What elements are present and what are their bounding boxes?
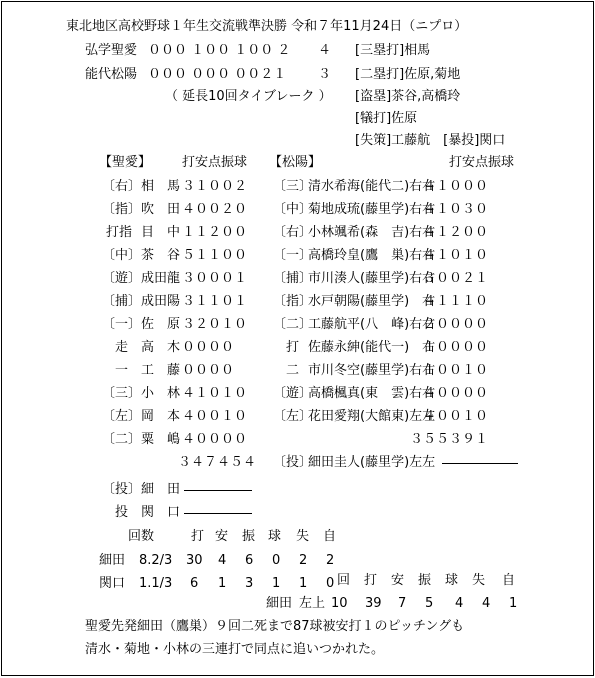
- footnote-line: 清水・菊地・小林の三連打で同点に追いつかれた。: [85, 642, 385, 657]
- pitching-value: 4: [218, 553, 227, 568]
- seiai-stats: ３０００１: [182, 271, 248, 286]
- seiai-pos: 〔遊〕: [102, 271, 142, 286]
- box-score-document: [1, 1, 594, 676]
- pitching-header: 自: [502, 573, 516, 588]
- seiai-header: 【聖愛】: [99, 155, 152, 170]
- shoyo-pos: 〔遊〕: [273, 386, 313, 401]
- team1-innings: ０００ １００ １００ ２: [148, 43, 291, 58]
- seiai-pos: 〔一〕: [102, 317, 142, 332]
- team1-name: 弘学聖愛: [85, 43, 138, 58]
- pitching-value: 5: [425, 596, 434, 611]
- shoyo-pos: 〔二〕: [273, 317, 313, 332]
- pitching-header: 打: [364, 573, 378, 588]
- seiai-pitcher-name: 細 田: [141, 482, 181, 497]
- summary-line: [犠打]佐原: [355, 111, 418, 126]
- seiai-player: 成田陽: [141, 294, 181, 309]
- pitching-value: 7: [398, 596, 407, 611]
- pitcher-line: [442, 463, 518, 464]
- pitching-header: 安: [391, 573, 405, 588]
- pitching-header: 振: [418, 573, 432, 588]
- shoyo-stats: ４１０００: [423, 179, 489, 194]
- pitching-value: 3: [245, 576, 254, 591]
- shoyo-pos: 〔指〕: [273, 294, 313, 309]
- pitching-value: 6: [190, 576, 199, 591]
- seiai-stats: ４１０１０: [182, 386, 248, 401]
- shoyo-stats: １００１０: [423, 363, 489, 378]
- pitching-value: 0: [272, 553, 281, 568]
- team1-total: ４: [318, 43, 332, 58]
- seiai-pos: 〔三〕: [102, 386, 142, 401]
- pitching-value: 1: [272, 576, 281, 591]
- document-title: 東北地区高校野球１年生交流戦準決勝 令和７年11月24日（ニプロ）: [66, 19, 468, 34]
- pitching-value: 8.2/3: [139, 553, 173, 568]
- shoyo-stats: １００００: [423, 340, 489, 355]
- pitching-value: 1: [509, 596, 518, 611]
- seiai-player: 工 藤: [141, 363, 181, 378]
- summary-line: [盗塁]茶谷,高橋玲: [355, 89, 461, 104]
- shoyo-stats: ４００００: [423, 386, 489, 401]
- team2-name: 能代松陽: [85, 67, 138, 82]
- seiai-pos: 走: [115, 340, 129, 355]
- shoyo-player: 小林颯希(森 吉)右右: [308, 225, 436, 240]
- seiai-stats: ４００００: [182, 432, 248, 447]
- pitching-name: 細田: [99, 553, 126, 568]
- seiai-stats: ３１１０１: [182, 294, 248, 309]
- shoyo-stats: ４１２００: [423, 225, 489, 240]
- summary-line: [失策]工藤航 [暴投]関口: [355, 133, 506, 148]
- shoyo-player: 佐藤永紳(能代一) 右: [308, 340, 436, 355]
- shoyo-player: 高橋玲皇(鷹 巣)右右: [308, 248, 436, 263]
- seiai-pos: 〔中〕: [102, 248, 142, 263]
- shoyo-pitcher-pos: 〔投〕: [273, 455, 313, 470]
- shoyo-stat-header: 打安点振球: [449, 155, 515, 170]
- seiai-player: 吹 田: [141, 202, 181, 217]
- seiai-stats: ４００１０: [182, 409, 248, 424]
- pitching-value: 6: [245, 553, 254, 568]
- pitching-header: 回: [337, 573, 351, 588]
- seiai-pos: 〔捕〕: [102, 294, 142, 309]
- pitching-value: 30: [186, 553, 203, 568]
- scoreboard-note: （ 延長10回タイブレーク ）: [165, 89, 332, 104]
- seiai-player: 目 中: [141, 225, 181, 240]
- pitching-value: 1.1/3: [139, 576, 173, 591]
- shoyo-pos: 二: [286, 363, 300, 378]
- pitching-value: 4: [482, 596, 491, 611]
- shoyo-player: 花田愛翔(大館東)左左: [308, 409, 436, 424]
- seiai-stats: ００００: [182, 340, 235, 355]
- pitching-header: 回数: [128, 529, 155, 544]
- pitching-value: 0: [326, 576, 335, 591]
- shoyo-player: 高橋楓真(東 雲)右右: [308, 386, 436, 401]
- seiai-player: 小 林: [141, 386, 181, 401]
- footnote-line: 聖愛先発細田（鷹巣）９回二死まで87球被安打１のピッチングも: [85, 619, 465, 634]
- summary-line: [三塁打]相馬: [355, 43, 431, 58]
- pitching-header: 失: [472, 573, 486, 588]
- shoyo-stats: ４１１１０: [423, 294, 489, 309]
- seiai-stat-header: 打安点振球: [182, 155, 248, 170]
- seiai-pitcher-name: 関 口: [141, 505, 181, 520]
- shoyo-pos: 〔右〕: [273, 225, 313, 240]
- team2-innings: ０００ ０００ ００２１: [148, 67, 287, 82]
- seiai-pos: 〔右〕: [102, 179, 142, 194]
- seiai-player: 佐 原: [141, 317, 181, 332]
- shoyo-pos: 〔三〕: [273, 179, 313, 194]
- seiai-pos: 一: [115, 363, 129, 378]
- pitching-header: 失: [296, 529, 310, 544]
- seiai-pitcher-pos: 〔投〕: [102, 482, 142, 497]
- shoyo-stats: ４００１０: [423, 409, 489, 424]
- seiai-total: ３４７４５４: [178, 455, 257, 470]
- pitching-header: 自: [323, 529, 337, 544]
- shoyo-player: 菊地成琉(藤里学)右右: [308, 202, 436, 217]
- seiai-pitcher-pos: 投: [115, 505, 129, 520]
- shoyo-player: 工藤航平(八 峰)右右: [308, 317, 436, 332]
- pitching-header: 振: [242, 529, 256, 544]
- pitching-value: 10: [331, 596, 348, 611]
- shoyo-stats: ４１０３０: [423, 202, 489, 217]
- seiai-pos: 〔左〕: [102, 409, 142, 424]
- summary-line: [二塁打]佐原,菊地: [355, 67, 461, 82]
- shoyo-pos: 〔捕〕: [273, 271, 313, 286]
- shoyo-player: 市川冬空(藤里学)右右: [308, 363, 436, 378]
- pitching-value: 1: [299, 576, 308, 591]
- pitching-name: 関口: [99, 576, 126, 591]
- seiai-player: 茶 谷: [141, 248, 181, 263]
- shoyo-stats: ４１０１０: [423, 248, 489, 263]
- shoyo-player: 清水希海(能代二)右右: [308, 179, 436, 194]
- seiai-player: 粟 嶋: [141, 432, 181, 447]
- seiai-player: 岡 本: [141, 409, 181, 424]
- pitcher-line: [184, 513, 252, 514]
- pitcher-line: [184, 490, 252, 491]
- seiai-stats: ５１１００: [182, 248, 248, 263]
- seiai-stats: ３２０１０: [182, 317, 248, 332]
- shoyo-pos: 〔一〕: [273, 248, 313, 263]
- shoyo-stats: ２００００: [423, 317, 489, 332]
- pitching-header: 球: [268, 529, 282, 544]
- shoyo-total: ３５５３９１: [410, 432, 489, 447]
- seiai-player: 高 木: [141, 340, 181, 355]
- pitching-header: 球: [445, 573, 459, 588]
- seiai-player: 相 馬: [141, 179, 181, 194]
- shoyo-player: 市川湊人(藤里学)右右: [308, 271, 436, 286]
- pitching-hand: 左上: [299, 596, 326, 611]
- shoyo-pos: 〔中〕: [273, 202, 313, 217]
- seiai-pos: 打指: [106, 225, 133, 240]
- pitching-name: 細田: [266, 596, 293, 611]
- seiai-stats: １１２００: [182, 225, 248, 240]
- shoyo-header: 【松陽】: [269, 155, 322, 170]
- pitching-value: 39: [365, 596, 382, 611]
- pitching-header: 打: [191, 529, 205, 544]
- pitching-value: 2: [326, 553, 335, 568]
- shoyo-player: 水戸朝陽(藤里学) 右: [308, 294, 436, 309]
- shoyo-pitcher-name: 細田圭人(藤里学)左左: [308, 455, 436, 470]
- shoyo-stats: ３００２１: [423, 271, 489, 286]
- seiai-player: 成田龍: [141, 271, 181, 286]
- shoyo-pos: 打: [286, 340, 300, 355]
- seiai-stats: ３１００２: [182, 179, 248, 194]
- seiai-pos: 〔指〕: [102, 202, 142, 217]
- pitching-value: 4: [455, 596, 464, 611]
- team2-total: ３: [318, 67, 332, 82]
- pitching-value: 1: [218, 576, 227, 591]
- seiai-pos: 〔二〕: [102, 432, 142, 447]
- shoyo-pos: 〔左〕: [273, 409, 313, 424]
- pitching-header: 安: [215, 529, 229, 544]
- pitching-value: 2: [299, 553, 308, 568]
- seiai-stats: ００００: [182, 363, 235, 378]
- seiai-stats: ４００２０: [182, 202, 248, 217]
